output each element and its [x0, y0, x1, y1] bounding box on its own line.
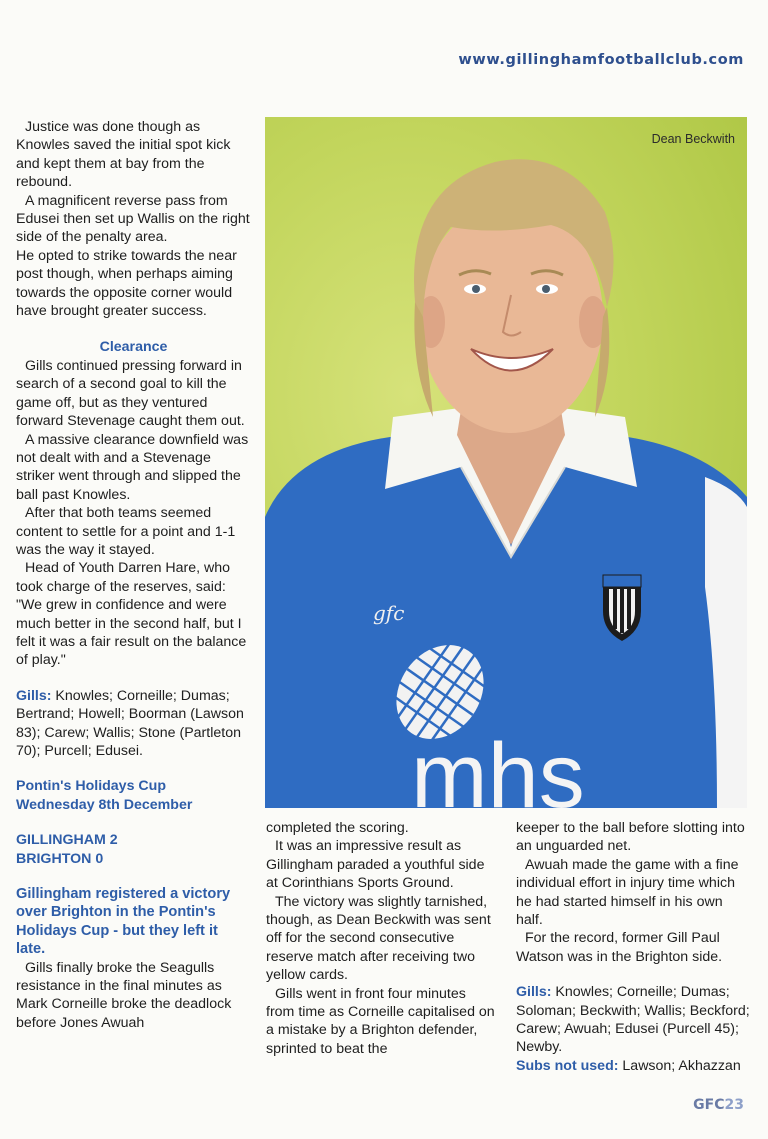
score-away: BRIGHTON 0 — [16, 850, 104, 867]
page-number-value: 23 — [724, 1097, 744, 1113]
score — [16, 831, 251, 868]
paragraph: A magnificent reverse pass from Edusei then set up Wallis on the right side of the penalty area. — [16, 192, 250, 246]
paragraph: keeper to the ball before slotting into an unguarded net. — [516, 820, 745, 855]
gfc-monogram: gfc — [373, 601, 405, 625]
paragraph: Head of Youth Darren Hare, who took charge of the reserves, said: "We grew in confidence and were much better in the second half, but I felt it was a fair result on the balance of play." — [16, 560, 247, 669]
paragraph: It was an impressive result as Gillingham paraded a youthful side at Corinthians Sports Ground. — [266, 838, 485, 892]
lineup-label: Gills: — [16, 687, 52, 704]
website-url: www.gillinghamfootballclub.com — [458, 52, 744, 68]
paragraph: After that both teams seemed content to settle for a point and 1-1 was the way it stayed. — [16, 505, 236, 558]
match-date: Wednesday 8th December — [16, 796, 193, 813]
sponsor-text: mhs — [411, 725, 585, 808]
match-header — [16, 777, 251, 814]
gills-lineup — [16, 687, 251, 761]
paragraph: Awuah made the game with a fine individual effort in injury time which he had started himself in his own half. — [516, 856, 739, 929]
paragraph: A massive clearance downfield was not dealt with and a Stevenage striker went through and slipped the ball past Knowles. — [16, 431, 249, 503]
paragraph: Gills finally broke the Seagulls resistance in the final minutes as Mark Corneille broke the deadlock before Jones Awuah — [16, 959, 232, 1031]
subheading-clearance: Clearance — [99, 339, 168, 356]
match-title: Pontin's Holidays Cup — [16, 778, 166, 795]
page-prefix: GFC — [693, 1097, 725, 1113]
page-number — [693, 1097, 744, 1113]
paragraph: Gills went in front four minutes from time as Corneille capitalised on a mistake by a Brighton defender, sprinted to beat the — [266, 985, 495, 1057]
subs-label: Subs not used: — [516, 1057, 619, 1074]
paragraph: completed the scoring. — [266, 820, 409, 836]
paragraph: Justice was done though as Knowles saved the initial spot kick and kept them at bay from the rebound. — [16, 119, 231, 191]
paragraph: The victory was slightly tarnished, though, as Dean Beckwith was sent off for the second consecutive reserve match after receiving two yellow cards. — [266, 893, 491, 984]
subs-not-used — [516, 1057, 752, 1075]
photo-caption: Dean Beckwith — [651, 132, 735, 146]
subs-text: Lawson; Akhazzan — [618, 1057, 741, 1074]
player-illustration — [265, 117, 747, 808]
article-intro: Gillingham registered a victory over Brighton in the Pontin's Holidays Cup - but they left it late. — [16, 886, 231, 958]
score-home: GILLINGHAM 2 — [16, 832, 118, 849]
lineup-text: Knowles; Corneille; Dumas; Soloman; Beckwith; Wallis; Beckford; Carew; Awuah; Edusei (Purcell 45); Newby. — [516, 984, 750, 1056]
paragraph: For the record, former Gill Paul Watson was in the Brighton side. — [516, 930, 723, 965]
lineup-label: Gills: — [516, 984, 552, 1001]
lineup-text: Knowles; Corneille; Dumas; Bertrand; Howell; Boorman (Lawson 83); Carew; Wallis; Stone (Partleton 70); Purcell; Edusei. — [16, 687, 244, 759]
gills-lineup — [516, 983, 752, 1057]
paragraph: Gills continued pressing forward in search of a second goal to kill the game off, but as they ventured forward Stevenage caught them out. — [16, 357, 245, 430]
article-column-2 — [266, 819, 498, 1058]
player-photo — [265, 117, 747, 808]
paragraph: He opted to strike towards the near post though, when perhaps aiming towards the opposite corner would have brought greater success. — [16, 247, 237, 320]
article-column-3 — [516, 819, 752, 1075]
article-column-1 — [16, 118, 251, 1032]
